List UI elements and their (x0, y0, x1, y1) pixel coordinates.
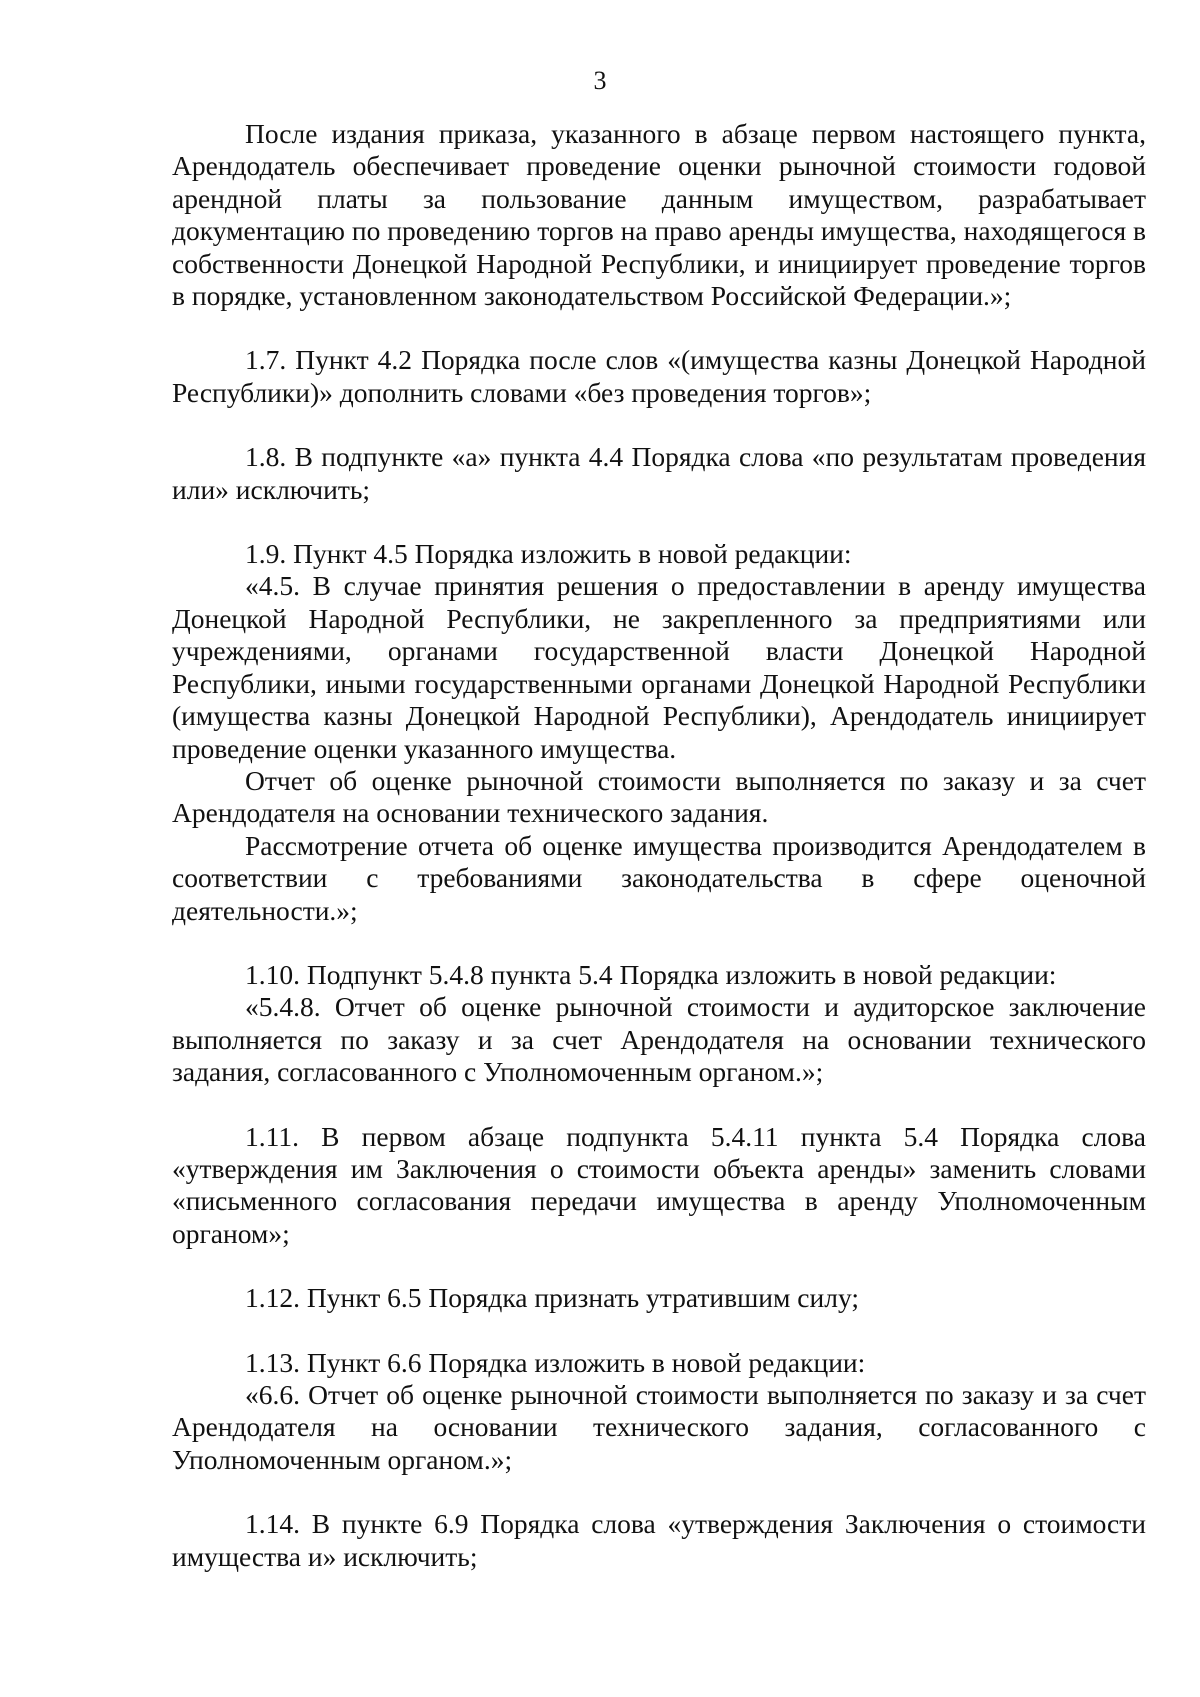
clause-1-11: 1.11. В первом абзаце подпункта 5.4.11 пункта 5.4 Порядка слова «утверждения им Заключения о стоимости объекта аренды» заменить словами «письменного согласования передачи имущества в аренду Уполномоченным органом»; (172, 1120, 1146, 1249)
clause-4-5-text: «4.5. В случае принятия решения о предоставлении в аренду имущества Донецкой Народной Республики, не закрепленного за предприятиями или учреждениями, органами государственной власти Донецкой Народной Республики, иными государственными органами Донецкой Народной Республики (имущества казны Донецкой Народной Республики), Арендодатель инициирует проведение оценки указанного имущества. (172, 570, 1146, 764)
document-body (172, 118, 1146, 1573)
clause-1-7: 1.7. Пункт 4.2 Порядка после слов «(имущества казны Донецкой Народной Республики)» дополнить словами «без проведения торгов»; (172, 344, 1146, 408)
clause-1-13: 1.13. Пункт 6.6 Порядка изложить в новой редакции: (245, 1346, 866, 1378)
clause-5-4-8-text: «5.4.8. Отчет об оценке рыночной стоимости и аудиторское заключение выполняется по заказу и за счет Арендодателя на основании технического задания, согласованного с Уполномоченным органом.»; (172, 991, 1146, 1088)
clause-1-8: 1.8. В подпункте «а» пункта 4.4 Порядка слова «по результатам проведения или» исключить; (172, 441, 1146, 505)
clause-6-6-text: «6.6. Отчет об оценке рыночной стоимости выполняется по заказу и за счет Арендодателя на основании технического задания, согласованного с Уполномоченным органом.»; (172, 1379, 1146, 1475)
clause-1-12: 1.12. Пункт 6.5 Порядка признать утратившим силу; (245, 1282, 859, 1314)
clause-4-5-review: Рассмотрение отчета об оценке имущества производится Арендодателем в соответствии с требованиями законодательства в сфере оценочной деятельности.»; (172, 829, 1146, 926)
paragraph-continuation: После издания приказа, указанного в абзаце первом настоящего пункта, Арендодатель обеспечивает проведение оценки рыночной стоимости годовой арендной платы за пользование данным имуществом, разрабатывает документацию по проведению торгов на право аренды имущества, находящегося в собственности Донецкой Народной Республики, и инициирует проведение торгов в порядке, установленном законодательством Российской Федерации.»; (172, 118, 1146, 312)
clause-4-5-report: Отчет об оценке рыночной стоимости выполняется по заказу и за счет Арендодателя на основании технического задания. (172, 764, 1146, 829)
clause-1-14: 1.14. В пункте 6.9 Порядка слова «утверждения Заключения о стоимости имущества и» исключить; (172, 1508, 1146, 1572)
page-number: 3 (593, 66, 607, 95)
clause-1-10: 1.10. Подпункт 5.4.8 пункта 5.4 Порядка изложить в новой редакции: (245, 958, 1057, 990)
clause-1-9: 1.9. Пункт 4.5 Порядка изложить в новой редакции: (245, 538, 852, 570)
